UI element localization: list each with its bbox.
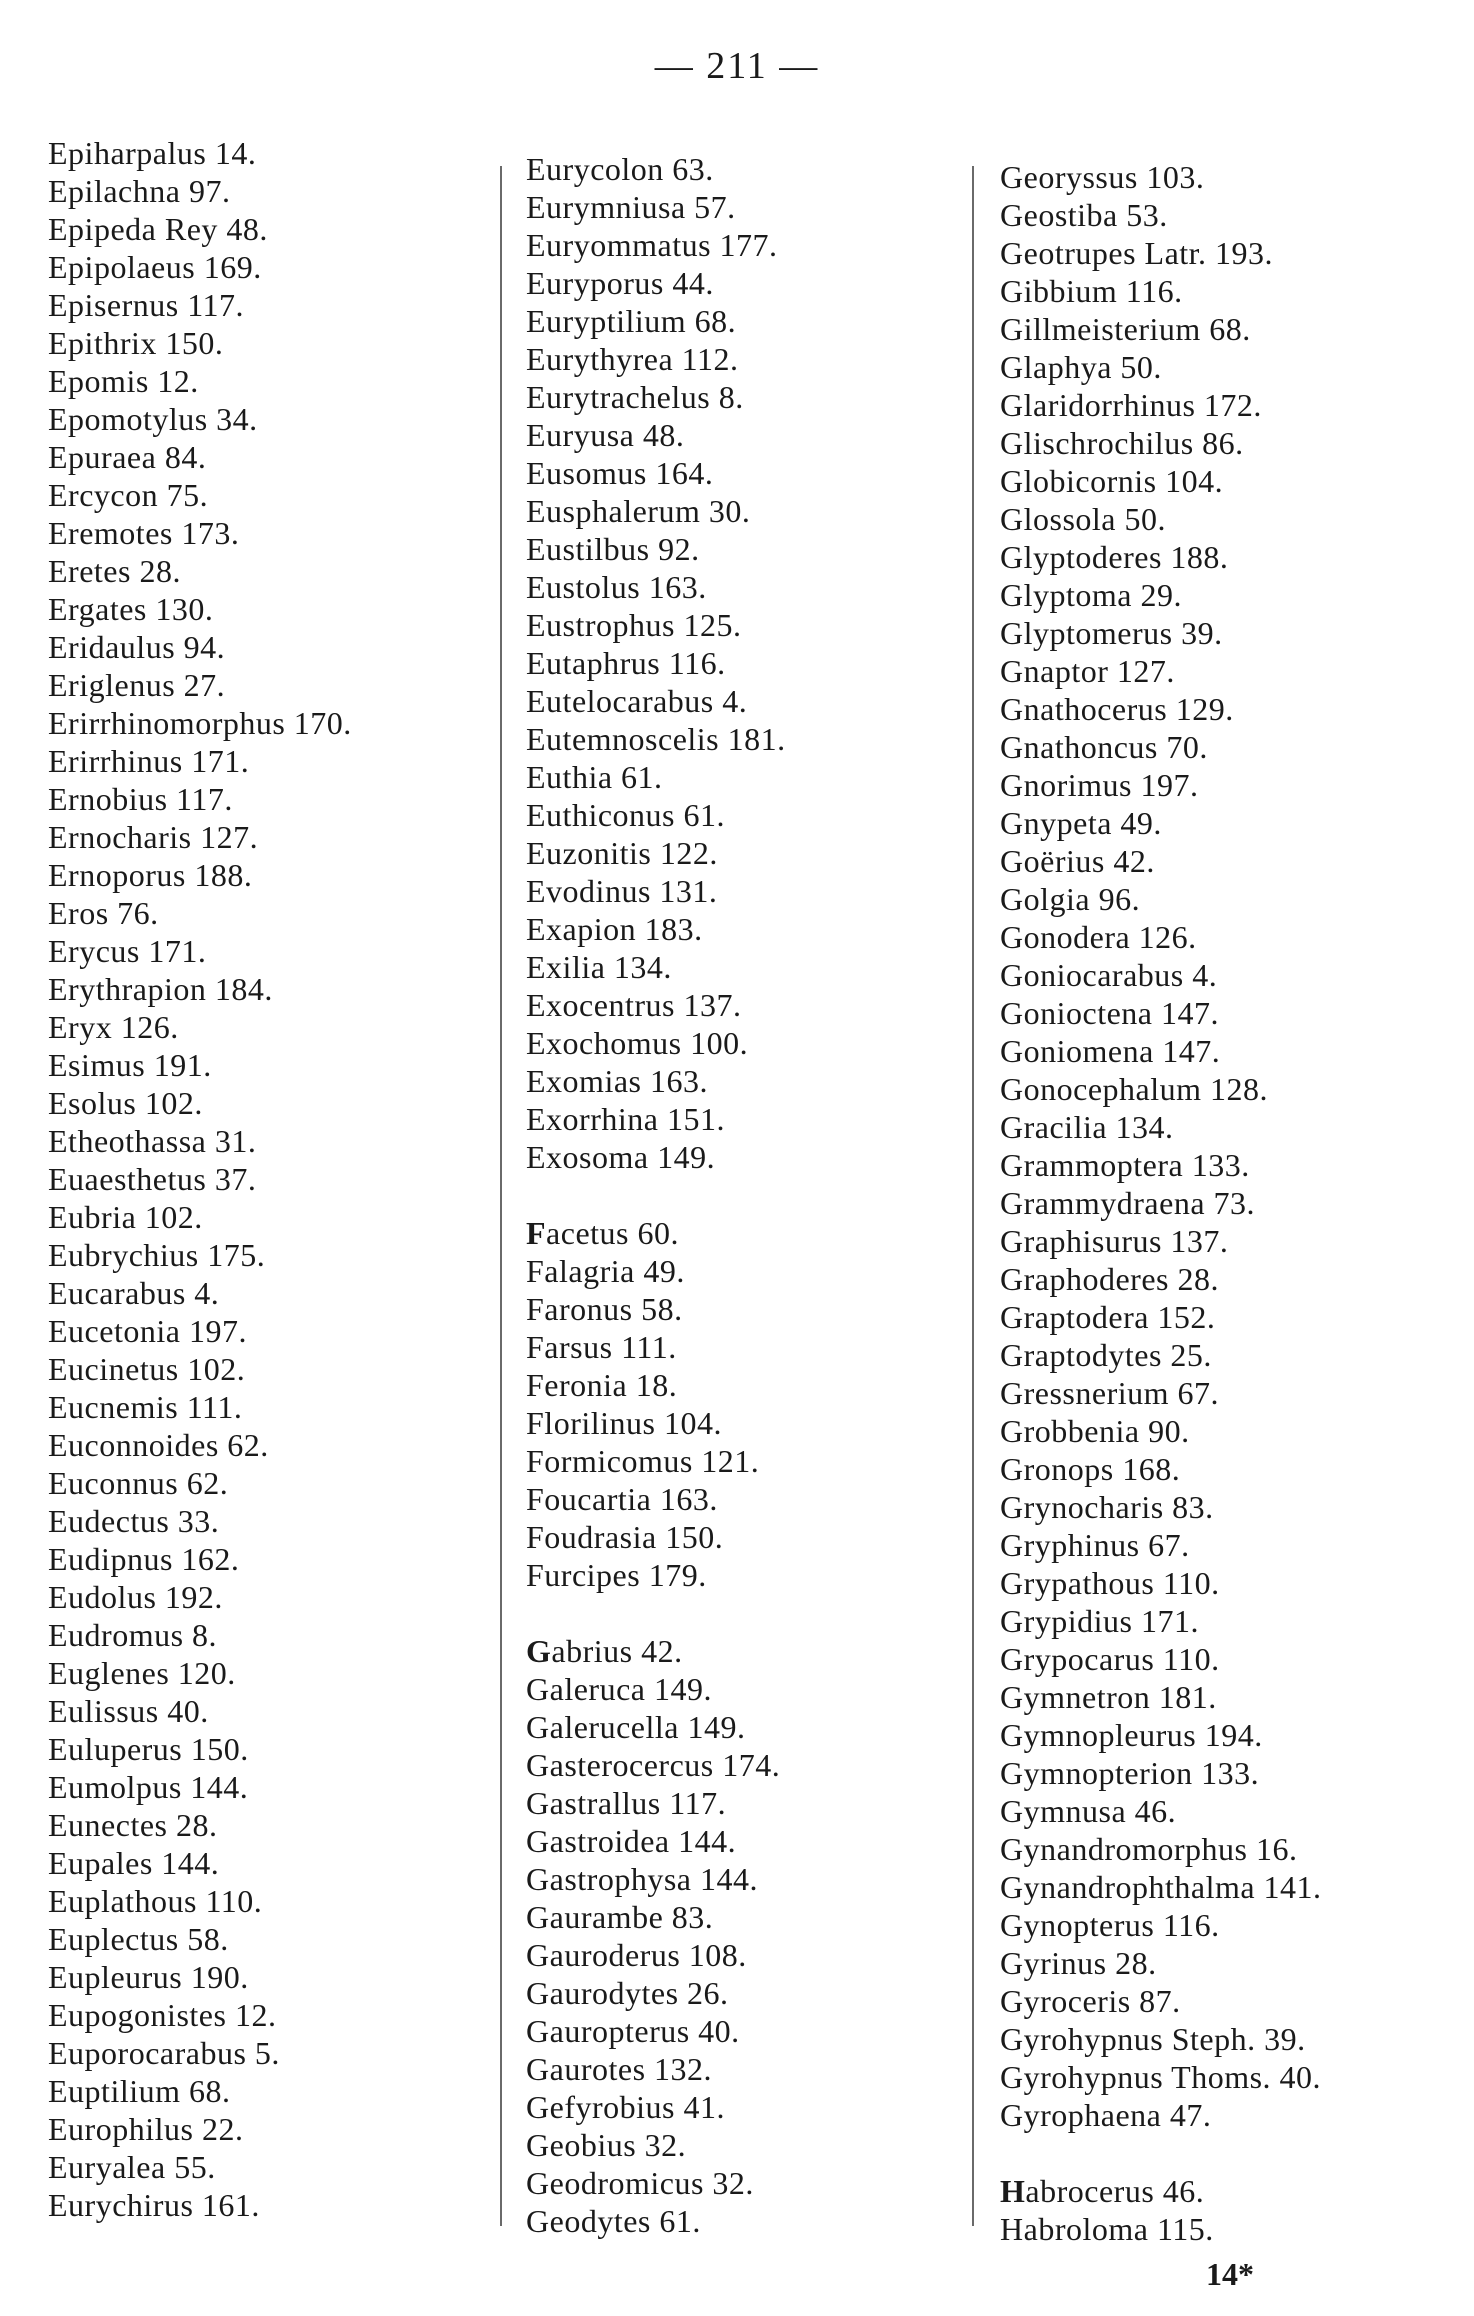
index-entry: Geodytes 61. xyxy=(526,2203,701,2239)
index-entry: Glyptomerus 39. xyxy=(1000,615,1223,651)
index-entry: Eurytrachelus 8. xyxy=(526,379,744,415)
index-entry: Eustrophus 125. xyxy=(526,607,742,643)
index-entry: Ercycon 75. xyxy=(48,477,209,513)
index-entry: Eutaphrus 116. xyxy=(526,645,726,681)
index-entry: Grobbenia 90. xyxy=(1000,1413,1190,1449)
index-entry: Gyroceris 87. xyxy=(1000,1983,1181,2019)
index-entry: Glyptoderes 188. xyxy=(1000,539,1229,575)
index-entry: Florilinus 104. xyxy=(526,1405,722,1441)
index-entry: Gnathocerus 129. xyxy=(1000,691,1234,727)
entry-text: acetus 60. xyxy=(546,1215,679,1251)
index-entry: Euconnus 62. xyxy=(48,1465,229,1501)
index-entry: Gnypeta 49. xyxy=(1000,805,1162,841)
index-entry: Gibbium 116. xyxy=(1000,273,1183,309)
index-entry: Epomotylus 34. xyxy=(48,401,258,437)
index-entry: Gonioctena 147. xyxy=(1000,995,1219,1031)
index-entry: Evodinus 131. xyxy=(526,873,718,909)
index-entry: Eusphalerum 30. xyxy=(526,493,751,529)
index-entry: Golgia 96. xyxy=(1000,881,1141,917)
index-entry: Geodromicus 32. xyxy=(526,2165,754,2201)
index-entry: Etheothassa 31. xyxy=(48,1123,257,1159)
index-entry: Eurychirus 161. xyxy=(48,2187,260,2223)
index-entry: Grammoptera 133. xyxy=(1000,1147,1250,1183)
index-entry: Grammydraena 73. xyxy=(1000,1185,1256,1221)
entry-text: abrocerus 46. xyxy=(1025,2173,1205,2209)
index-entry: Euryporus 44. xyxy=(526,265,714,301)
index-entry: Eubrychius 175. xyxy=(48,1237,266,1273)
index-entry: Furcipes 179. xyxy=(526,1557,707,1593)
index-entry: Episernus 117. xyxy=(48,287,245,323)
index-entry: Exapion 183. xyxy=(526,911,703,947)
index-entry: Habroloma 115. xyxy=(1000,2211,1214,2247)
index-entry: Eupleurus 190. xyxy=(48,1959,249,1995)
index-entry: Euryptilium 68. xyxy=(526,303,737,339)
index-entry: Eumolpus 144. xyxy=(48,1769,249,1805)
index-entry: Eupogonistes 12. xyxy=(48,1997,277,2033)
index-entry: Gymnopterion 133. xyxy=(1000,1755,1260,1791)
index-entry: Gynandromorphus 16. xyxy=(1000,1831,1298,1867)
index-entry: Eremotes 173. xyxy=(48,515,240,551)
index-entry: Eurythyrea 112. xyxy=(526,341,739,377)
index-entry: Gymnopleurus 194. xyxy=(1000,1717,1263,1753)
index-entry: Epipolaeus 169. xyxy=(48,249,262,285)
index-entry: Grynocharis 83. xyxy=(1000,1489,1214,1525)
index-entry: Foucartia 163. xyxy=(526,1481,718,1517)
index-entry: Euluperus 150. xyxy=(48,1731,249,1767)
index-entry: Goniocarabus 4. xyxy=(1000,957,1218,993)
index-entry: Gnaptor 127. xyxy=(1000,653,1175,689)
index-entry: Gnorimus 197. xyxy=(1000,767,1199,803)
index-entry: Graptodera 152. xyxy=(1000,1299,1216,1335)
index-entry: Erirrhinus 171. xyxy=(48,743,250,779)
index-entry: Gnathoncus 70. xyxy=(1000,729,1208,765)
section-initial: H xyxy=(1000,2173,1026,2209)
index-entry: Galerucella 149. xyxy=(526,1709,746,1745)
index-entry: Eudromus 8. xyxy=(48,1617,218,1653)
index-entry: Gyrohypnus Steph. 39. xyxy=(1000,2021,1306,2057)
index-entry: Euryommatus 177. xyxy=(526,227,778,263)
index-entry: Ernoporus 188. xyxy=(48,857,253,893)
index-entry: Geobius 32. xyxy=(526,2127,687,2163)
index-entry: Gonocephalum 128. xyxy=(1000,1071,1268,1107)
index-entry: Euplectus 58. xyxy=(48,1921,229,1957)
index-entry: Euthia 61. xyxy=(526,759,663,795)
index-entry xyxy=(1000,2172,1322,2210)
index-entry: Ernobius 117. xyxy=(48,781,233,817)
index-entry: Glaridorrhinus 172. xyxy=(1000,387,1262,423)
index-entry: Eurymniusa 57. xyxy=(526,189,736,225)
page-number: — 211 — xyxy=(654,45,820,87)
index-entry: Gymnetron 181. xyxy=(1000,1679,1217,1715)
index-entry: Gefyrobius 41. xyxy=(526,2089,725,2125)
index-entry: Geotrupes Latr. 193. xyxy=(1000,235,1274,271)
index-entry: Epilachna 97. xyxy=(48,173,231,209)
entry-text: abrius 42. xyxy=(551,1633,683,1669)
index-entry: Euglenes 120. xyxy=(48,1655,236,1691)
index-entry: Glyptoma 29. xyxy=(1000,577,1182,613)
index-entry: Eutemnoscelis 181. xyxy=(526,721,786,757)
index-entry: Erirrhinomorphus 170. xyxy=(48,705,352,741)
index-entry: Euporocarabus 5. xyxy=(48,2035,280,2071)
index-entry: Gymnusa 46. xyxy=(1000,1793,1177,1829)
index-entry: Gastrophysa 144. xyxy=(526,1861,758,1897)
index-entry: Eustilbus 92. xyxy=(526,531,700,567)
index-entry: Epithrix 150. xyxy=(48,325,224,361)
index-entry: Gastrallus 117. xyxy=(526,1785,727,1821)
index-entry: Eulissus 40. xyxy=(48,1693,209,1729)
index-entry: Epipeda Rey 48. xyxy=(48,211,268,247)
column-divider-left xyxy=(500,166,502,2226)
index-entry: Gonodera 126. xyxy=(1000,919,1197,955)
index-entry: Exocentrus 137. xyxy=(526,987,742,1023)
index-entry: Eubria 102. xyxy=(48,1199,203,1235)
index-entry: Eryx 126. xyxy=(48,1009,179,1045)
index-entry: Euconnoides 62. xyxy=(48,1427,269,1463)
index-entry: Graphisurus 137. xyxy=(1000,1223,1229,1259)
index-entry xyxy=(526,1214,786,1252)
index-entry: Globicornis 104. xyxy=(1000,463,1224,499)
index-entry: Grypidius 171. xyxy=(1000,1603,1199,1639)
index-entry: Goniomena 147. xyxy=(1000,1033,1221,1069)
index-entry: Gynopterus 116. xyxy=(1000,1907,1220,1943)
index-entry: Eurycolon 63. xyxy=(526,151,714,187)
index-entry: Exochomus 100. xyxy=(526,1025,749,1061)
index-entry: Grypathous 110. xyxy=(1000,1565,1220,1601)
index-entry: Gasterocercus 174. xyxy=(526,1747,781,1783)
index-entry: Eucnemis 111. xyxy=(48,1389,243,1425)
index-entry: Eridaulus 94. xyxy=(48,629,226,665)
index-entry: Geostiba 53. xyxy=(1000,197,1168,233)
index-entry: Eusomus 164. xyxy=(526,455,714,491)
index-entry: Euaesthetus 37. xyxy=(48,1161,257,1197)
index-entry: Falagria 49. xyxy=(526,1253,685,1289)
index-entry: Glossola 50. xyxy=(1000,501,1166,537)
index-entry: Glischrochilus 86. xyxy=(1000,425,1244,461)
index-entry xyxy=(526,1632,786,1670)
index-entry: Gyrinus 28. xyxy=(1000,1945,1157,1981)
index-entry: Esimus 191. xyxy=(48,1047,212,1083)
index-column-3 xyxy=(1000,158,1322,2248)
index-entry: Eudolus 192. xyxy=(48,1579,223,1615)
index-entry: Graphoderes 28. xyxy=(1000,1261,1219,1297)
signature-mark: 14* xyxy=(1206,2256,1254,2292)
index-entry: Gaurotes 132. xyxy=(526,2051,713,2087)
index-entry: Ernocharis 127. xyxy=(48,819,259,855)
index-entry: Epuraea 84. xyxy=(48,439,207,475)
index-entry: Eupales 144. xyxy=(48,1845,220,1881)
index-entry: Euryalea 55. xyxy=(48,2149,216,2185)
index-entry: Galeruca 149. xyxy=(526,1671,712,1707)
index-entry: Gracilia 134. xyxy=(1000,1109,1174,1145)
index-entry: Eretes 28. xyxy=(48,553,181,589)
index-entry: Epiharpalus 14. xyxy=(48,135,257,171)
index-entry: Eros 76. xyxy=(48,895,159,931)
index-entry: Esolus 102. xyxy=(48,1085,203,1121)
index-entry: Glaphya 50. xyxy=(1000,349,1162,385)
index-entry: Gaurodytes 26. xyxy=(526,1975,729,2011)
index-entry: Grypocarus 110. xyxy=(1000,1641,1220,1677)
index-entry: Formicomus 121. xyxy=(526,1443,760,1479)
index-entry: Exorrhina 151. xyxy=(526,1101,725,1137)
index-entry: Gauroderus 108. xyxy=(526,1937,747,1973)
index-entry: Farsus 111. xyxy=(526,1329,677,1365)
index-entry: Euryusa 48. xyxy=(526,417,685,453)
index-entry: Euplathous 110. xyxy=(48,1883,263,1919)
index-entry: Gynandrophthalma 141. xyxy=(1000,1869,1322,1905)
index-entry: Exilia 134. xyxy=(526,949,672,985)
index-entry: Euptilium 68. xyxy=(48,2073,231,2109)
index-entry: Graptodytes 25. xyxy=(1000,1337,1212,1373)
index-entry: Faronus 58. xyxy=(526,1291,683,1327)
index-entry: Feronia 18. xyxy=(526,1367,678,1403)
index-entry: Gauropterus 40. xyxy=(526,2013,740,2049)
index-entry: Gaurambe 83. xyxy=(526,1899,714,1935)
index-entry: Erythrapion 184. xyxy=(48,971,273,1007)
index-entry: Euthiconus 61. xyxy=(526,797,725,833)
index-entry: Gryphinus 67. xyxy=(1000,1527,1190,1563)
section-initial: F xyxy=(526,1215,547,1251)
index-entry: Eucarabus 4. xyxy=(48,1275,220,1311)
index-entry: Georyssus 103. xyxy=(1000,159,1205,195)
index-column-2 xyxy=(526,150,786,2240)
index-entry: Exosoma 149. xyxy=(526,1139,716,1175)
index-entry: Foudrasia 150. xyxy=(526,1519,724,1555)
index-entry: Gastroidea 144. xyxy=(526,1823,737,1859)
index-column-1 xyxy=(48,134,352,2224)
section-initial: G xyxy=(526,1633,552,1669)
index-entry: Exomias 163. xyxy=(526,1063,708,1099)
index-entry: Gyrophaena 47. xyxy=(1000,2097,1212,2133)
index-entry: Ergates 130. xyxy=(48,591,214,627)
index-entry: Goërius 42. xyxy=(1000,843,1155,879)
index-entry: Erycus 171. xyxy=(48,933,207,969)
index-entry: Europhilus 22. xyxy=(48,2111,244,2147)
column-divider-right xyxy=(972,166,974,2226)
index-entry: Gronops 168. xyxy=(1000,1451,1181,1487)
index-entry: Euzonitis 122. xyxy=(526,835,718,871)
index-entry: Eucetonia 197. xyxy=(48,1313,247,1349)
index-entry: Eustolus 163. xyxy=(526,569,707,605)
index-entry: Eudectus 33. xyxy=(48,1503,220,1539)
index-entry: Eriglenus 27. xyxy=(48,667,226,703)
index-entry: Gyrohypnus Thoms. 40. xyxy=(1000,2059,1322,2095)
index-entry: Eunectes 28. xyxy=(48,1807,218,1843)
index-entry: Gillmeisterium 68. xyxy=(1000,311,1251,347)
index-entry: Eudipnus 162. xyxy=(48,1541,240,1577)
index-entry: Epomis 12. xyxy=(48,363,199,399)
index-entry: Eutelocarabus 4. xyxy=(526,683,748,719)
index-entry: Gressnerium 67. xyxy=(1000,1375,1220,1411)
index-entry: Eucinetus 102. xyxy=(48,1351,246,1387)
